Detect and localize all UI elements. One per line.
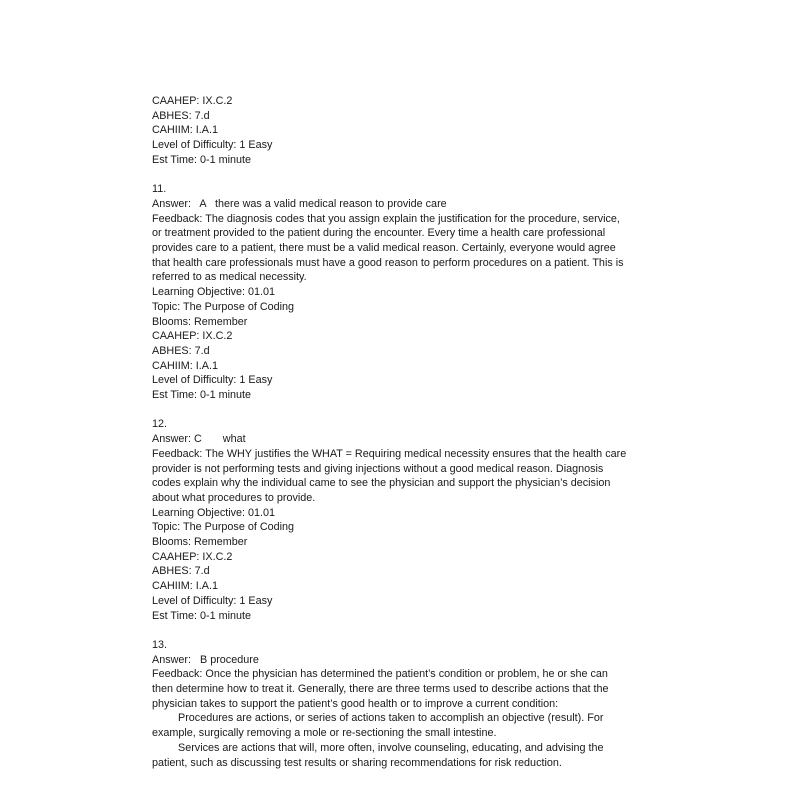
meta-line: ABHES: 7.d bbox=[152, 565, 210, 578]
feedback-paragraph bbox=[152, 667, 692, 711]
question-11-block bbox=[152, 182, 692, 403]
meta-line: Learning Objective: 01.01 bbox=[152, 286, 276, 299]
question-13-block bbox=[152, 638, 692, 770]
feedback-line: or treatment provided to the patient during the encounter. Every time a health care professional bbox=[152, 227, 606, 240]
meta-line: CAAHEP: IX.C.2 bbox=[152, 550, 233, 563]
meta-line: Est Time: 0-1 minute bbox=[152, 153, 252, 166]
feedback-line: Feedback: The WHY justifies the WHAT = Requiring medical necessity ensures that the health care bbox=[152, 447, 627, 460]
meta-line: CAHIIM: I.A.1 bbox=[152, 580, 218, 593]
question-number: 12. bbox=[152, 418, 168, 431]
services-definition-line-1: Services are actions that will, more often, involve counseling, educating, and advising the bbox=[178, 741, 604, 754]
section-gap bbox=[152, 623, 692, 638]
section-gap bbox=[152, 168, 692, 183]
meta-line: Level of Difficulty: 1 Easy bbox=[152, 139, 273, 152]
feedback-line: codes explain why the individual came to see the physician and support the physician’s decision bbox=[152, 477, 611, 490]
feedback-paragraph bbox=[152, 447, 692, 506]
meta-block bbox=[152, 94, 692, 168]
meta-block bbox=[152, 285, 692, 403]
answer-line: Answer: C what bbox=[152, 433, 246, 446]
meta-line: Level of Difficulty: 1 Easy bbox=[152, 374, 273, 387]
meta-line: Blooms: Remember bbox=[152, 536, 248, 549]
feedback-line: that health care professionals must have a good reason to perform procedures on a patient. This is bbox=[152, 256, 624, 269]
feedback-line: then determine how to treat it. Generally, there are three terms used to describe actions that the bbox=[152, 683, 609, 696]
procedures-definition-line-2: example, surgically removing a mole or re-sectioning the small intestine. bbox=[152, 727, 497, 740]
services-definition-line-2: patient, such as discussing test results or sharing recommendations for risk reduction. bbox=[152, 756, 562, 769]
meta-line: ABHES: 7.d bbox=[152, 344, 210, 357]
answer-line: Answer: B procedure bbox=[152, 653, 259, 666]
feedback-line: about what procedures to provide. bbox=[152, 491, 316, 504]
meta-line: CAHIIM: I.A.1 bbox=[152, 124, 218, 137]
meta-line: Level of Difficulty: 1 Easy bbox=[152, 594, 273, 607]
meta-line: Topic: The Purpose of Coding bbox=[152, 521, 295, 534]
meta-line: ABHES: 7.d bbox=[152, 109, 210, 122]
feedback-line: physician takes to support the patient’s good health or to improve a current condition: bbox=[152, 697, 559, 710]
meta-line: Est Time: 0-1 minute bbox=[152, 389, 252, 402]
feedback-line: provider is not performing tests and giving injections without a good medical reason. Diagnosis bbox=[152, 462, 604, 475]
question-number: 11. bbox=[152, 183, 167, 196]
meta-line: Blooms: Remember bbox=[152, 315, 248, 328]
question-10-carryover-meta bbox=[152, 94, 692, 168]
meta-line: CAAHEP: IX.C.2 bbox=[152, 330, 233, 343]
meta-line: Topic: The Purpose of Coding bbox=[152, 300, 295, 313]
procedures-definition-line-1: Procedures are actions, or series of actions taken to accomplish an objective (result). For bbox=[178, 712, 604, 725]
section-gap bbox=[152, 403, 692, 418]
feedback-line: referred to as medical necessity. bbox=[152, 271, 307, 284]
question-12-block bbox=[152, 417, 692, 623]
feedback-line: Feedback: The diagnosis codes that you assign explain the justification for the procedure, service, bbox=[152, 212, 620, 225]
meta-line: Est Time: 0-1 minute bbox=[152, 609, 252, 622]
feedback-line: provides care to a patient, there must be a valid medical reason. Certainly, everyone would agree bbox=[152, 242, 616, 255]
meta-line: CAHIIM: I.A.1 bbox=[152, 359, 218, 372]
question-number: 13. bbox=[152, 638, 168, 651]
feedback-paragraph bbox=[152, 212, 692, 286]
meta-line: Learning Objective: 01.01 bbox=[152, 506, 276, 519]
answer-line: Answer: A there was a valid medical reason to provide care bbox=[152, 197, 447, 210]
feedback-line: Feedback: Once the physician has determined the patient’s condition or problem, he or she can bbox=[152, 668, 608, 681]
page-content bbox=[152, 94, 692, 770]
meta-block bbox=[152, 506, 692, 624]
meta-line: CAAHEP: IX.C.2 bbox=[152, 95, 233, 107]
